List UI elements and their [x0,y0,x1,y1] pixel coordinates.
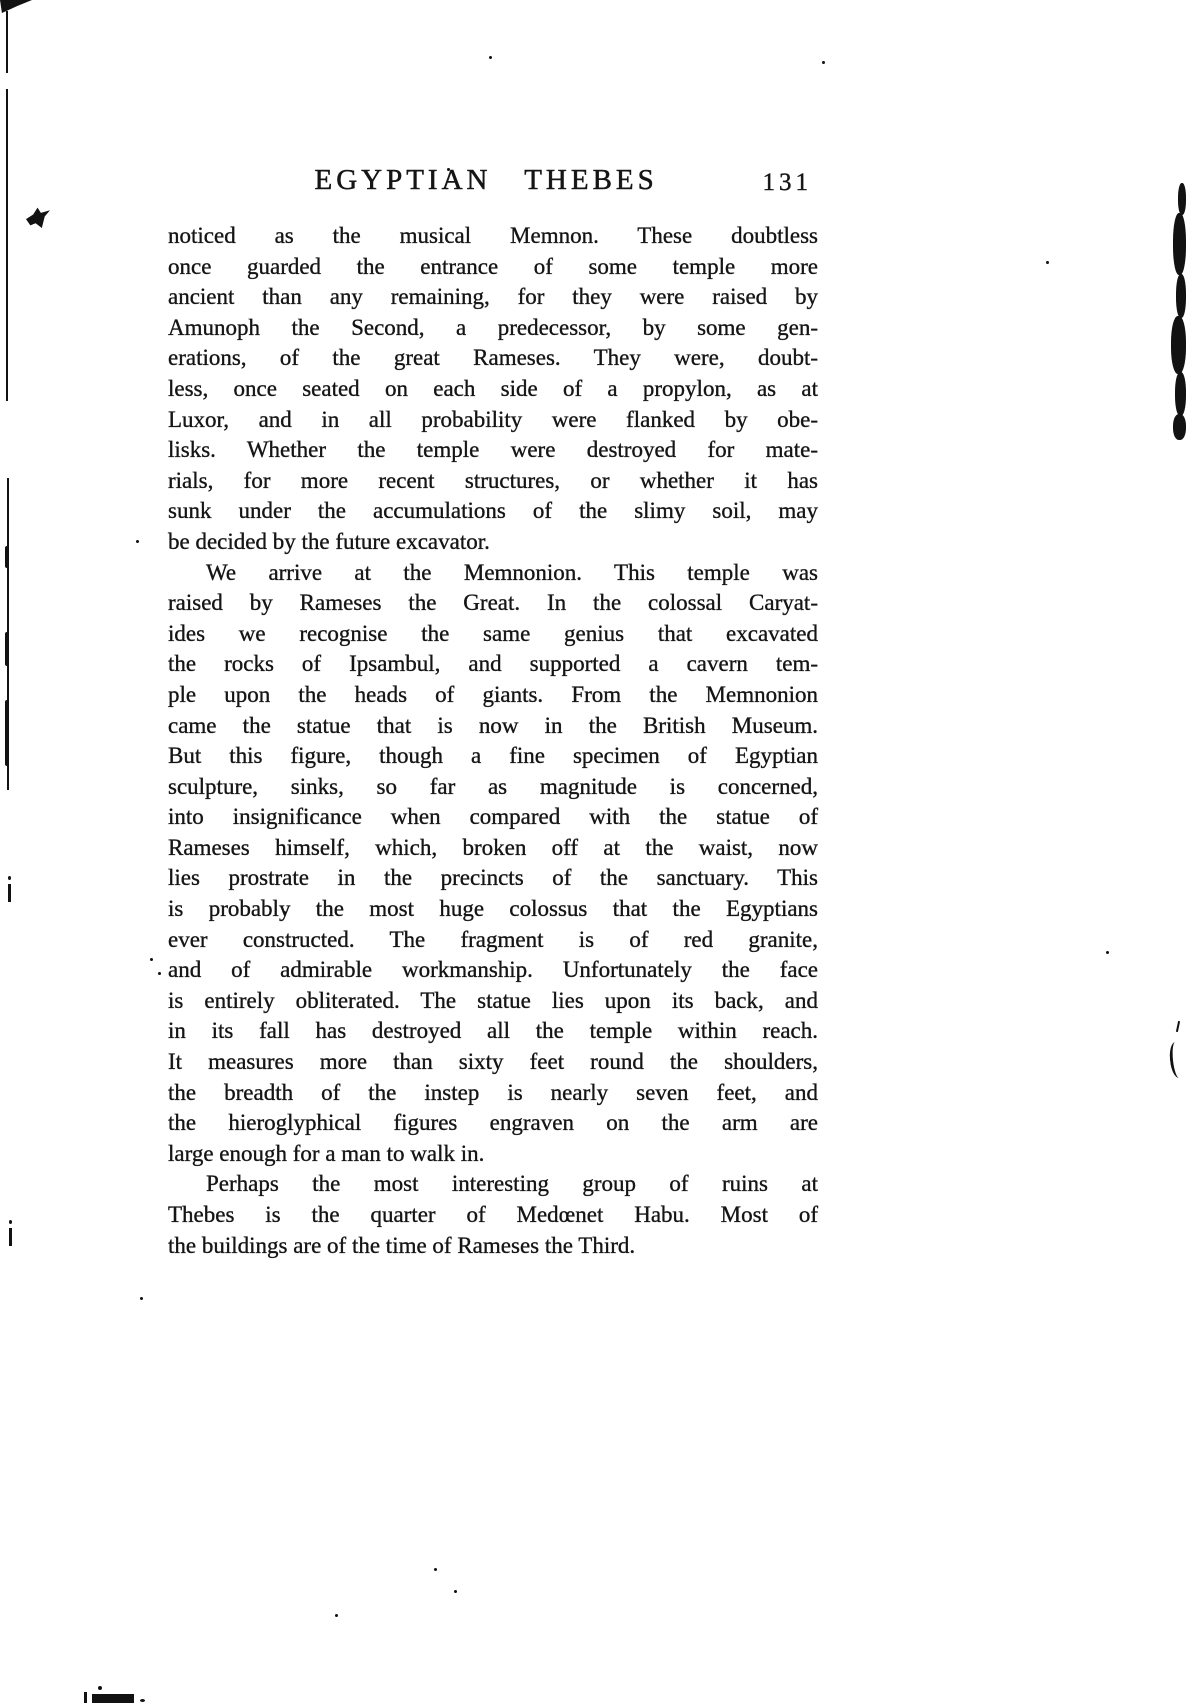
text-line: and of admirable workmanship. Unfortunately the face [168,957,818,983]
speck [1106,951,1109,954]
text-line: noticed as the musical Memnon. These doubtless [168,223,818,248]
text-line: ever constructed. The fragment is of red granite, [168,926,818,952]
stray-mark [1176,1021,1180,1032]
speck [454,1590,457,1593]
text-line: the hieroglyphical figures engraven on the arm are [168,1110,818,1136]
speck [158,972,161,975]
stray-curve-mark [1168,1041,1184,1078]
speck [489,56,492,59]
text-line: lies prostrate in the precincts of the sanctuary. This [168,865,818,891]
right-edge-smudge [1178,183,1186,215]
bottom-edge-smudge [98,1686,102,1690]
bottom-edge-smudge [140,1699,145,1702]
speck [434,1568,437,1571]
speck [140,1297,143,1300]
text-line: is entirely obliterated. The statue lies upon its back, and [168,987,818,1013]
text-line: is probably the most huge colossus that the Egyptians [168,896,818,922]
text-line: once guarded the entrance of some temple more [168,253,818,279]
speck [1046,261,1049,264]
right-edge-smudge [1171,316,1186,374]
left-margin-ink-blob [5,632,9,666]
stray-mark [9,1220,12,1224]
text-line: We arrive at the Memnonion. This temple was [206,559,818,585]
text-line: in its fall has destroyed all the temple within reach. [168,1018,818,1044]
paragraph [168,1169,818,1261]
ink-blot-mark [26,203,50,229]
text-line: Rameses himself, which, broken off at the waist, now [168,834,818,860]
text-line: erations, of the great Rameses. They were, doubt- [168,345,818,371]
left-margin-ink-blob [5,700,9,766]
text-line: came the statue that is now in the British Museum. [168,712,818,738]
text-line: But this figure, though a fine specimen of Egyptian [168,743,818,769]
text-line: sunk under the accumulations of the slimy soil, may [168,498,818,524]
text-line: the breadth of the instep is nearly seven feet, and [168,1079,818,1105]
text-line: large enough for a man to walk in. [168,1140,485,1166]
left-margin-line-top [6,11,8,73]
speck [136,540,139,543]
text-line: sculpture, sinks, so far as magnitude is concerned, [168,773,818,799]
text-line: ides we recognise the same genius that excavated [168,620,818,646]
corner-fold-mark [0,0,32,13]
text-line: lisks. Whether the temple were destroyed for mate- [168,437,818,463]
text-line: less, once seated on each side of a propylon, as at [168,375,818,401]
paragraph [168,221,818,558]
text-line: the buildings are of the time of Rameses the Third. [168,1232,636,1258]
right-edge-smudge [1173,414,1186,440]
bottom-edge-smudge [84,1692,87,1703]
right-edge-smudge [1173,213,1186,275]
right-edge-smudge [1175,372,1186,416]
speck [822,61,825,64]
running-head-title: EGYPTIAN THEBES [314,164,658,196]
left-margin-ink-blob [5,546,9,568]
text-line: Luxor, and in all probability were flanked by obe- [168,406,818,432]
text-line: Perhaps the most interesting group of ruins at [206,1171,818,1197]
paragraph [168,558,818,1170]
text-line: into insignificance when compared with the statue of [168,804,818,830]
left-margin-line-upper [6,89,8,401]
stray-mark [8,884,11,902]
text-line: Amunoph the Second, a predecessor, by some gen- [168,314,818,340]
page-number: 131 [762,169,812,196]
page-header [168,160,818,202]
bottom-edge-smudge [92,1694,134,1703]
text-line: Thebes is the quarter of Medœnet Habu. Most of [168,1202,818,1227]
text-line: be decided by the future excavator. [168,528,490,554]
speck [335,1614,338,1617]
text-line: rials, for more recent structures, or whether it has [168,467,818,493]
text-line: It measures more than sixty feet round the shoulders, [168,1049,818,1075]
page-body [168,221,818,1261]
speck [150,958,153,961]
right-edge-smudge [1176,274,1186,318]
text-line: ancient than any remaining, for they were raised by [168,284,818,310]
stray-mark [8,876,11,880]
text-line: raised by Rameses the Great. In the colossal Caryat- [168,590,818,616]
text-line: ple upon the heads of giants. From the Memnonion [168,681,818,707]
text-line: the rocks of Ipsambul, and supported a cavern tem- [168,651,818,677]
stray-mark [9,1228,12,1246]
